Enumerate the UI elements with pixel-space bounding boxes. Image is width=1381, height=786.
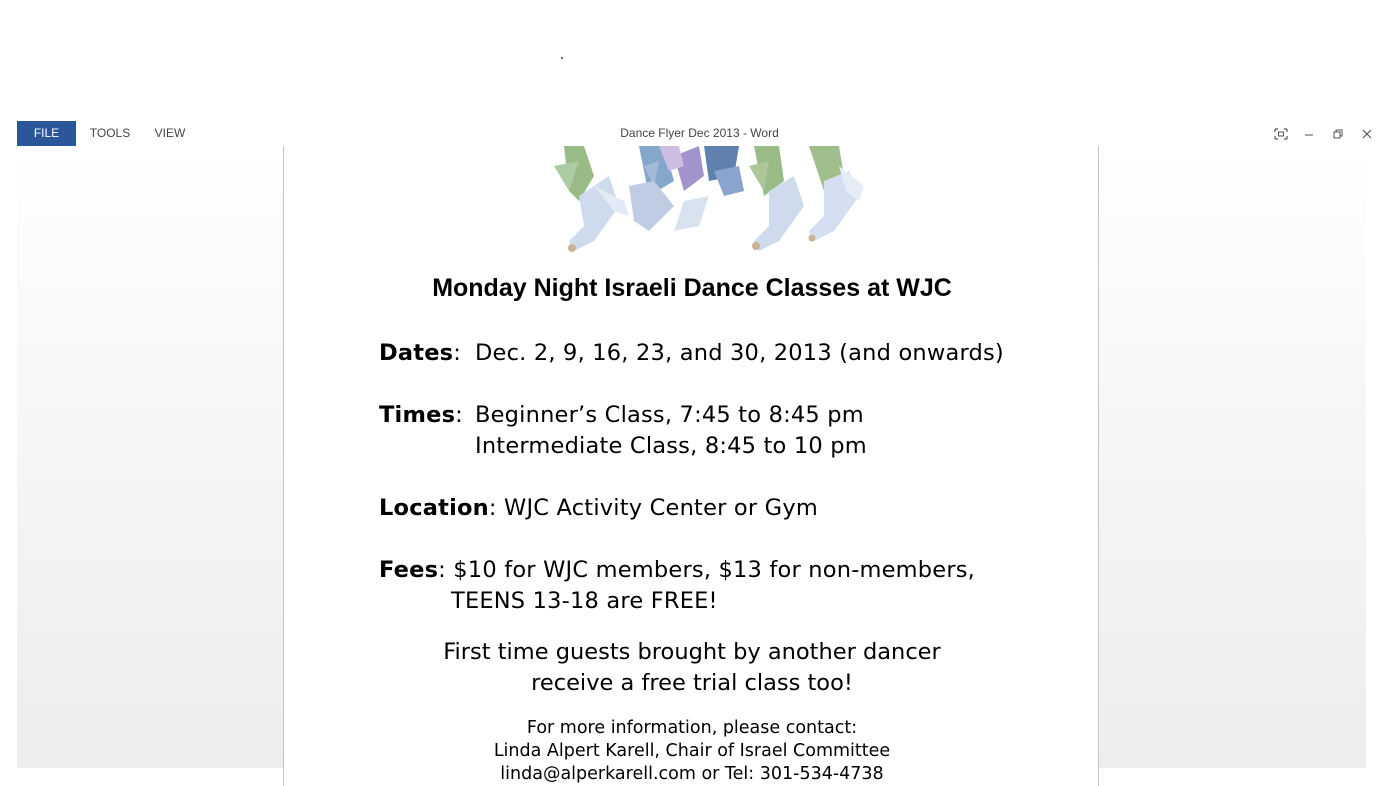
- dates-separator: :: [453, 340, 462, 366]
- document-title: Dance Flyer Dec 2013 - Word: [620, 126, 779, 140]
- guests-line-1: First time guests brought by another dancer: [443, 639, 941, 665]
- contact-line-2: Linda Alpert Karell, Chair of Israel Committee: [493, 741, 891, 761]
- location-label: Location: [379, 495, 489, 521]
- location-value: : WJC Activity Center or Gym: [488, 495, 818, 521]
- fees-teens-line: TEENS 13-18 are FREE!: [451, 588, 718, 614]
- times-separator: :: [455, 402, 463, 428]
- minimize-icon[interactable]: [1295, 121, 1323, 146]
- ribbon-bar: [17, 121, 1366, 146]
- close-icon[interactable]: [1353, 121, 1381, 146]
- times-label: Times: [379, 402, 456, 428]
- guests-line-2: receive a free trial class too!: [531, 670, 853, 696]
- stray-dot: [561, 57, 563, 59]
- fees-value: : $10 for WJC members, $13 for non-members,: [438, 557, 976, 583]
- document-workspace[interactable]: [17, 146, 1366, 784]
- dates-value: Dec. 2, 9, 16, 23, and 30, 2013 (and onwards): [475, 340, 1004, 366]
- tab-view[interactable]: VIEW: [154, 126, 186, 140]
- tab-tools[interactable]: TOOLS: [89, 126, 131, 140]
- restore-icon[interactable]: [1324, 121, 1352, 146]
- dates-row-label: [379, 340, 461, 366]
- tab-file[interactable]: FILE: [17, 121, 76, 146]
- dancers-image: [524, 146, 864, 258]
- flyer-title: Monday Night Israeli Dance Classes at WJC: [432, 274, 952, 302]
- contact-line-1: For more information, please contact:: [526, 718, 858, 738]
- top-blank-area: [0, 0, 1366, 120]
- times-value-intermediate: Intermediate Class, 8:45 to 10 pm: [475, 433, 867, 459]
- read-mode-icon[interactable]: [1267, 121, 1295, 146]
- times-row-label: [379, 402, 463, 428]
- fees-row: [379, 557, 975, 583]
- location-row: [379, 495, 818, 521]
- times-value-beginner: Beginner’s Class, 7:45 to 8:45 pm: [475, 402, 864, 428]
- contact-line-3: linda@alperkarell.com or Tel: 301-534-4738: [500, 764, 884, 784]
- dates-label: Dates: [379, 340, 454, 366]
- document-page[interactable]: [283, 146, 1099, 786]
- fees-label: Fees: [379, 557, 439, 583]
